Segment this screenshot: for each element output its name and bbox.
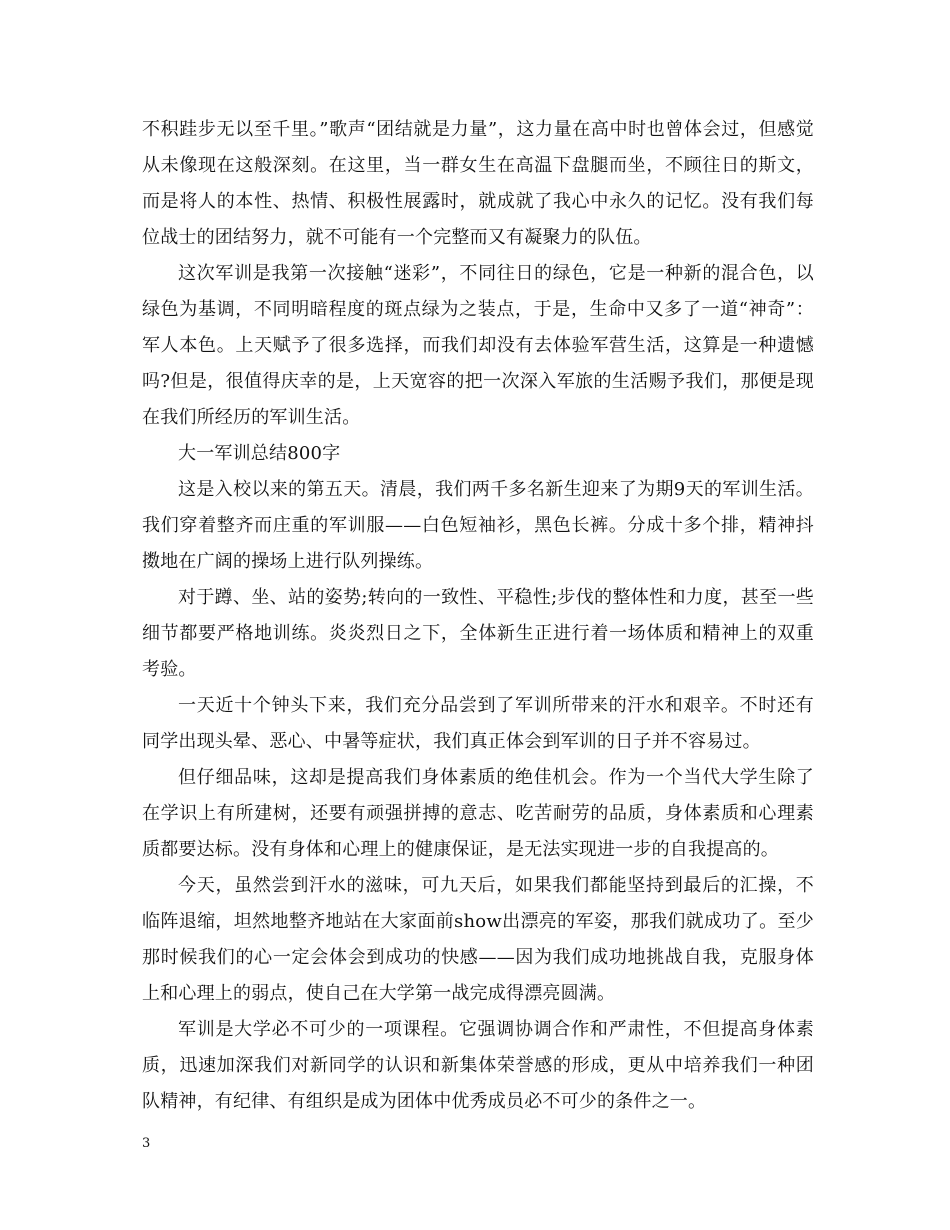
page-number: 3 — [142, 1136, 151, 1151]
paragraph: 军训是大学必不可少的一项课程。它强调协调合作和严肃性，不但提高身体素质，迅速加深我们对新同学的认识和新集体荣誉感的形成，更从中培养我们一种团队精神，有纪律、有组织是成为团体中优秀成员必不可少的条件之一。 — [142, 1019, 814, 1112]
section-heading: 大一军训总结800字 — [178, 443, 341, 464]
paragraph: 一天近十个钟头下来，我们充分品尝到了军训所带来的汗水和艰辛。不时还有同学出现头晕、恶心、中暑等症状，我们真正体会到军训的日子并不容易过。 — [142, 695, 814, 752]
paragraph: 今天，虽然尝到汗水的滋味，可九天后，如果我们都能坚持到最后的汇操，不临阵退缩，坦然地整齐地站在大家面前show出漂亮的军姿，那我们就成功了。至少那时候我们的心一定会体会到成功的快感——因为我们成功地挑战自我，克服身体上和心理上的弱点，使自己在大学第一战完成得漂亮圆满。 — [142, 875, 814, 1004]
paragraph: 这次军训是我第一次接触“迷彩”，不同往日的绿色，它是一种新的混合色，以绿色为基调，不同明暗程度的斑点绿为之装点，于是，生命中又多了一道“神奇”：军人本色。上天赋予了很多选择，而我们却没有去体验军营生活，这算是一种遗憾吗?但是，很值得庆幸的是，上天宽容的把一次深入军旅的生活赐予我们，那便是现在我们所经历的军训生活。 — [142, 263, 814, 428]
paragraph: 这是入校以来的第五天。清晨，我们两千多名新生迎来了为期9天的军训生活。我们穿着整齐而庄重的军训服——白色短袖衫，黑色长裤。分成十多个排，精神抖擞地在广阔的操场上进行队列操练。 — [142, 479, 814, 572]
paragraph-continued: 不积跬步无以至千里。”歌声“团结就是力量”，这力量在高中时也曾体会过，但感觉从未像现在这般深刻。在这里，当一群女生在高温下盘腿而坐，不顾往日的斯文，而是将人的本性、热情、积极性展露时，就成就了我心中永久的记忆。没有我们每位战士的团结努力，就不可能有一个完整而又有凝聚力的队伍。 — [142, 119, 814, 248]
paragraph: 对于蹲、坐、站的姿势;转向的一致性、平稳性;步伐的整体性和力度，甚至一些细节都要严格地训练。炎炎烈日之下，全体新生正进行着一场体质和精神上的双重考验。 — [142, 587, 814, 680]
paragraph: 但仔细品味，这却是提高我们身体素质的绝佳机会。作为一个当代大学生除了在学识上有所建树，还要有顽强拼搏的意志、吃苦耐劳的品质，身体素质和心理素质都要达标。没有身体和心理上的健康保证，是无法实现进一步的自我提高的。 — [142, 767, 814, 860]
document-body — [142, 112, 814, 1120]
